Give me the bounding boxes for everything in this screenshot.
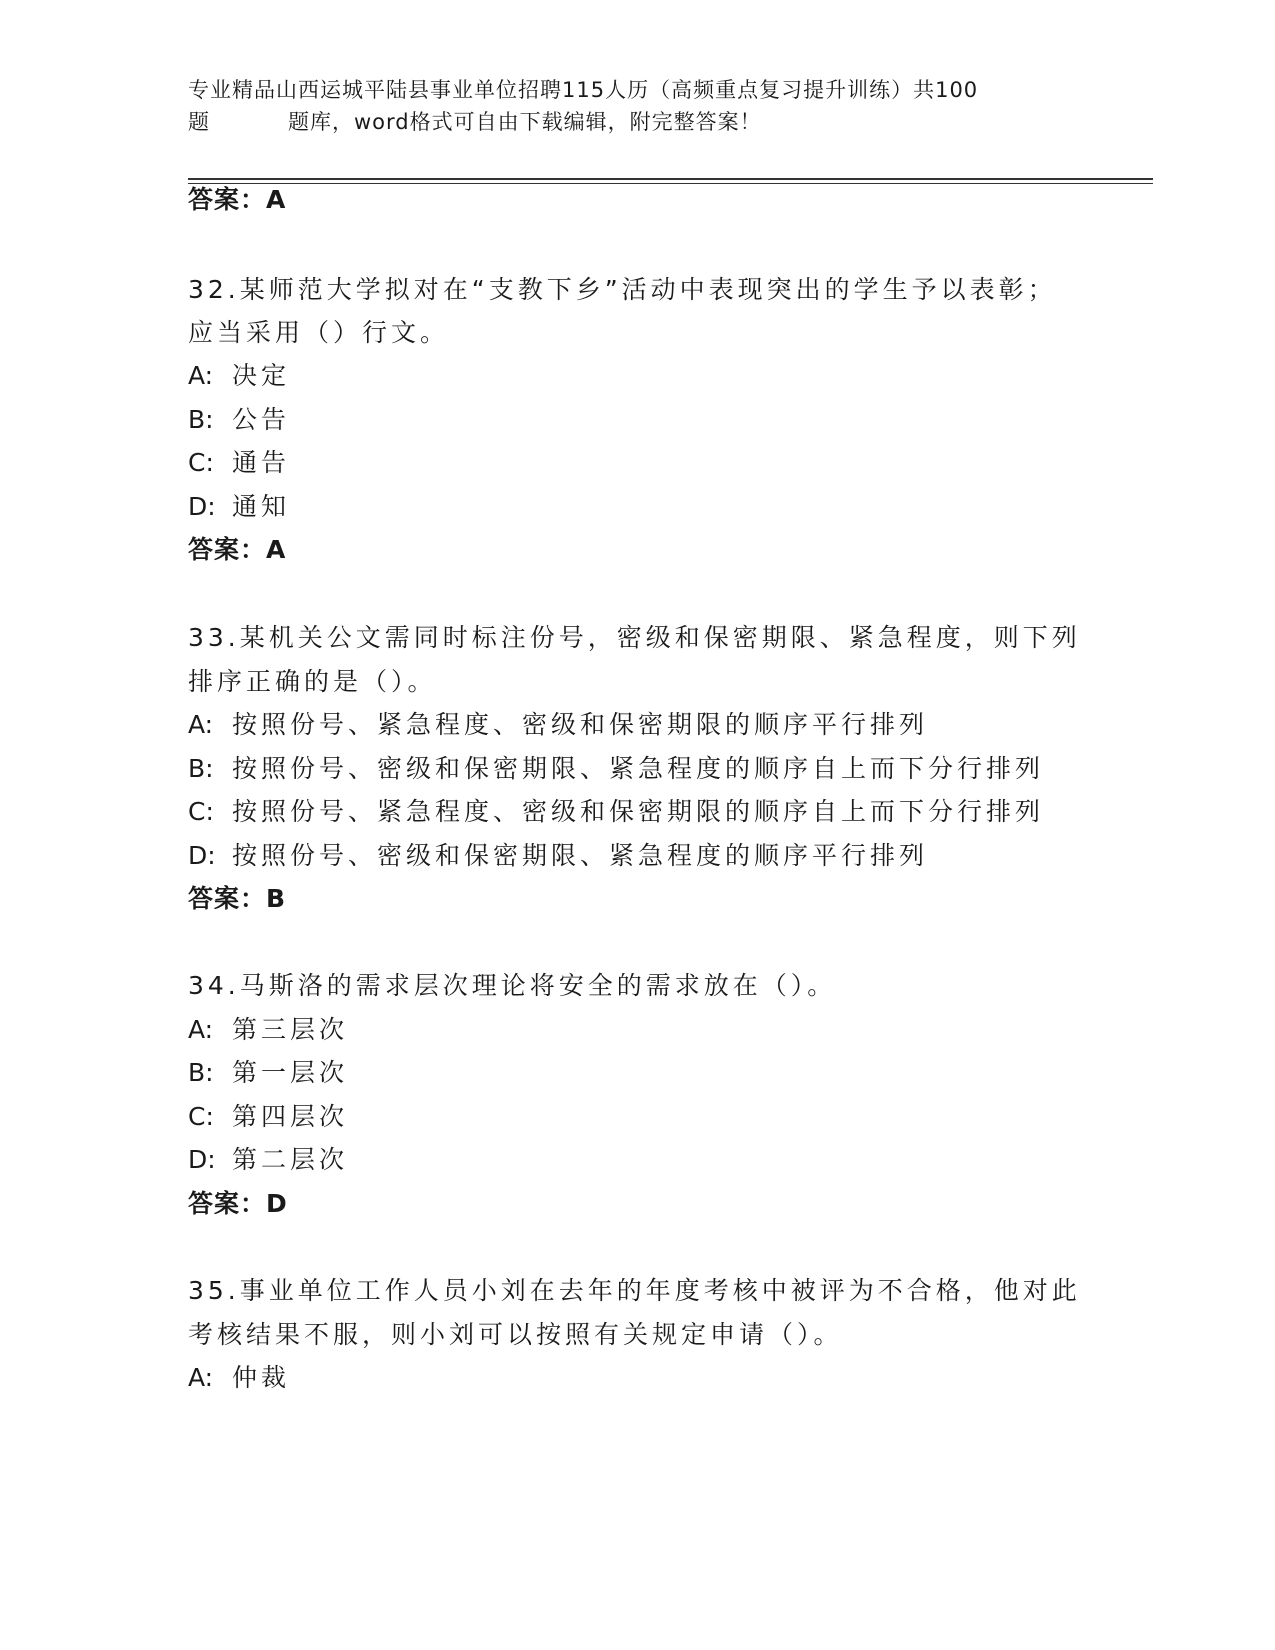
- question-35-option-a: [188, 1360, 290, 1396]
- question-33-option-d: [188, 838, 928, 874]
- option-text: 公告: [232, 405, 291, 434]
- option-letter: B:: [188, 754, 214, 783]
- option-text: 按照份号、密级和保密期限、紧急程度的顺序平行排列: [232, 841, 929, 870]
- option-letter: A:: [188, 1015, 214, 1044]
- question-33-line-2: 排序正确的是（）。: [188, 667, 437, 696]
- header-line-2-text: 题库，word格式可自由下载编辑，附完整答案！: [288, 110, 762, 134]
- question-32-option-b: [188, 402, 290, 438]
- question-33-option-b: [188, 751, 1044, 787]
- question-35-line-1: 35.事业单位工作人员小刘在去年的年度考核中被评为不合格，他对此: [188, 1276, 1081, 1305]
- option-letter: D:: [188, 492, 216, 521]
- question-35-line-2: 考核结果不服，则小刘可以按照有关规定申请（）。: [188, 1320, 843, 1349]
- option-text: 通告: [232, 448, 291, 477]
- question-33-option-a: [188, 707, 928, 743]
- answer-previous: 答案：A: [188, 185, 287, 214]
- question-32-answer: 答案：A: [188, 535, 287, 564]
- question-33-line-1: 33.某机关公文需同时标注份号，密级和保密期限、紧急程度，则下列: [188, 623, 1081, 652]
- option-letter: C:: [188, 1102, 214, 1131]
- header-line-2: [188, 106, 1088, 138]
- option-text: 第三层次: [232, 1015, 349, 1044]
- question-34-option-b: [188, 1055, 348, 1091]
- header-line-1: 专业精品山西运城平陆县事业单位招聘115人历（高频重点复习提升训练）共100: [188, 78, 979, 102]
- question-33-option-c: [188, 794, 1044, 830]
- option-letter: C:: [188, 448, 214, 477]
- option-letter: A:: [188, 1363, 214, 1392]
- header-rule-thin: [188, 183, 1153, 184]
- option-letter: A:: [188, 361, 214, 390]
- question-34-option-a: [188, 1012, 348, 1048]
- option-letter: C:: [188, 797, 214, 826]
- option-letter: A:: [188, 710, 214, 739]
- page-header: [188, 74, 1088, 138]
- question-32-line-1: 32.某师范大学拟对在“支教下乡”活动中表现突出的学生予以表彰；: [188, 275, 1057, 304]
- option-text: 通知: [232, 492, 291, 521]
- option-text: 第四层次: [232, 1102, 349, 1131]
- question-33-answer: 答案：B: [188, 884, 287, 913]
- option-letter: B:: [188, 405, 214, 434]
- option-letter: D:: [188, 841, 216, 870]
- option-text: 第二层次: [232, 1145, 349, 1174]
- question-32-option-c: [188, 445, 290, 481]
- header-rule-thick: [188, 178, 1153, 180]
- header-line-2-prefix: 题: [188, 110, 210, 134]
- option-text: 第一层次: [232, 1058, 349, 1087]
- option-letter: D:: [188, 1145, 216, 1174]
- option-text: 按照份号、密级和保密期限、紧急程度的顺序自上而下分行排列: [232, 754, 1045, 783]
- question-32-option-d: [188, 489, 290, 525]
- question-32-line-2: 应当采用（）行文。: [188, 318, 450, 347]
- option-text: 仲裁: [232, 1363, 291, 1392]
- option-text: 决定: [232, 361, 291, 390]
- question-34-option-c: [188, 1099, 348, 1135]
- question-34-answer: 答案：D: [188, 1189, 288, 1218]
- question-34-option-d: [188, 1142, 348, 1178]
- question-32-option-a: [188, 358, 290, 394]
- option-letter: B:: [188, 1058, 214, 1087]
- option-text: 按照份号、紧急程度、密级和保密期限的顺序平行排列: [232, 710, 929, 739]
- option-text: 按照份号、紧急程度、密级和保密期限的顺序自上而下分行排列: [232, 797, 1045, 826]
- question-34-line-1: 34.马斯洛的需求层次理论将安全的需求放在（）。: [188, 971, 837, 1000]
